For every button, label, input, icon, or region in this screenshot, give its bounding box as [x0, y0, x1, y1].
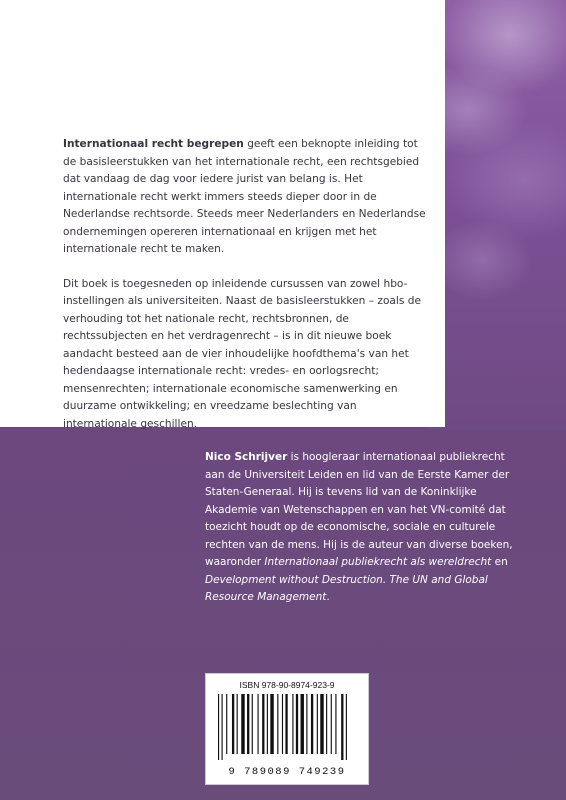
author-bio-text: is hoogleraar internationaal publiekrecht aan de Universiteit Leiden en lid van de Eerste Kamer der Staten-Generaal. Hij is tevens lid van de Koninklijke Akademie van Wetenschappen en van het VN-comité dat toezicht houdt op de economische, sociale en culturele rechten van de mens. Hij is de auteur van diverse boeken, waaronder [205, 451, 513, 568]
blurb-paragraph-1-body: geeft een beknopte inleiding tot de basisleerstukken van het internationale recht, een rechtsgebied dat vandaag de dag voor iedere jurist van belang is. Het internationale recht werkt immers steeds dieper door in de Nederlandse rechtsorde. Steeds meer Nederlanders en Nederlandse ondernemingen opereren internationaal en krijgen met het internationale recht te maken. [63, 138, 426, 255]
barcode-bar [222, 694, 223, 760]
barcode-bar [237, 694, 238, 754]
blurb-book-title: Internationaal recht begrepen [63, 138, 244, 150]
barcode-bar [262, 694, 264, 754]
barcode-bar [277, 694, 278, 754]
author-book-2: Development without Destruction. The UN and Global Resource Management [205, 573, 488, 603]
author-book-1: Internationaal publiekrecht als wereldrecht [264, 556, 492, 568]
author-name: Nico Schrijver [205, 451, 288, 463]
barcode-bar [270, 694, 273, 754]
blurb-panel [0, 0, 445, 430]
barcode-bar [331, 694, 332, 754]
barcode-bar [335, 694, 336, 754]
barcode-bar [296, 694, 298, 754]
blurb-paragraph-2: Dit boek is toegesneden op inleidende cursussen van zowel hbo-instellingen als universiteiten. Naast de basisleerstukken – zoals de verhouding tot het nationale recht, rechtsbronnen, de rechtssubjecten en het verdragenrecht – is in dit nieuwe boek aandacht besteed aan de vier inhoudelijke hoofdthema's van het hedendaagse internationale recht: vredes- en oorlogsrecht; mensenrechten; internationale economische samenwerking en duurzame ontwikkeling; en vreedzame beslechting van internationale geschillen. [63, 277, 421, 430]
blurb-text [63, 136, 433, 450]
barcode-bar [301, 694, 304, 754]
author-bio-end: . [326, 591, 330, 603]
barcode-bar [218, 694, 219, 760]
barcode-bar [267, 694, 268, 754]
barcode-bar [232, 694, 234, 754]
barcode-bar [226, 694, 227, 754]
barcode-bar [247, 694, 249, 754]
barcode-bar [317, 694, 318, 754]
barcode-bar [346, 694, 347, 760]
barcode-bar [320, 694, 323, 754]
barcode-bar [252, 694, 253, 754]
barcode-digits: 9 789089 749239 [228, 766, 346, 778]
barcode-bar [326, 694, 327, 754]
blurb-paragraph-1 [63, 136, 433, 259]
barcode-bar [285, 694, 287, 754]
barcode-bar [306, 694, 307, 754]
cover-photo-sky [426, 0, 566, 430]
isbn-label: ISBN 978-90-8974-923-9 [239, 680, 335, 690]
author-bio [205, 449, 525, 607]
barcode-icon [218, 694, 356, 760]
barcode-bar [341, 694, 343, 760]
barcode-bar [292, 694, 293, 754]
barcode-bar [258, 694, 259, 754]
barcode-bar [241, 694, 244, 754]
barcode-bar [282, 694, 283, 754]
author-bio-connector: en [491, 556, 508, 568]
barcode-box [205, 673, 369, 785]
barcode-bar [311, 694, 313, 754]
